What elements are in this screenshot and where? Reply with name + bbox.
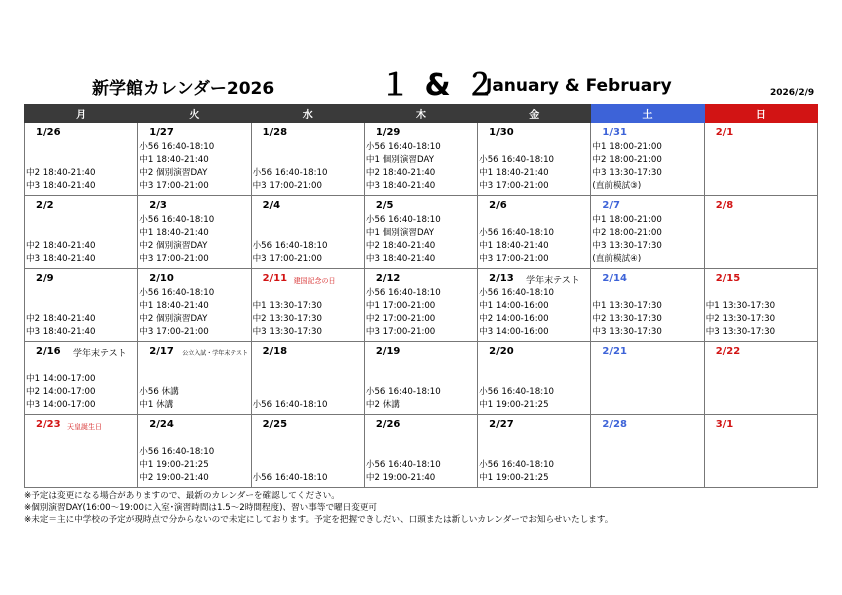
day-number: 2/14: [602, 273, 627, 284]
calendar-day-cell: [251, 123, 364, 196]
calendar-day-cell: [478, 123, 591, 196]
schedule-line: 中1 18:00-21:00: [592, 215, 662, 225]
schedule-line: 中1 19:00-21:25: [139, 460, 209, 470]
calendar-week-row: [25, 342, 818, 415]
day-number: 2/15: [715, 273, 741, 284]
day-number: 2/1: [715, 127, 734, 138]
day-schedule: [705, 300, 817, 339]
day-schedule: [138, 214, 250, 266]
schedule-line: 中1 個別演習DAY: [365, 228, 434, 238]
schedule-line: 中3 18:40-21:40: [365, 254, 436, 264]
schedule-line: 小56 16:40-18:10: [479, 228, 555, 238]
weekday-thu: 木: [364, 105, 477, 123]
day-schedule: [252, 167, 364, 193]
calendar-day-cell: [138, 123, 251, 196]
schedule-line: 小56 16:40-18:10: [365, 288, 441, 298]
day-schedule: [25, 313, 137, 339]
schedule-line: 中3 13:30-17:30: [705, 327, 776, 337]
calendar-day-cell: [138, 269, 251, 342]
calendar-day-cell: [704, 342, 817, 415]
day-schedule: [365, 214, 477, 266]
schedule-line: 中2 休講: [365, 400, 400, 410]
footer-note: ※個別演習DAY(16:00～19:00に入室･演習時間は1.5～2時間程度)、習い事等で曜日変更可: [24, 503, 378, 513]
day-schedule: [478, 154, 590, 193]
day-number: 3/1: [715, 419, 734, 430]
schedule-line: 中1 18:00-21:00: [592, 142, 662, 152]
calendar-day-cell: [591, 123, 704, 196]
schedule-line: 中2 個別演習DAY: [139, 168, 208, 178]
day-number: 1/27: [149, 127, 174, 138]
day-number: 1/28: [262, 127, 288, 138]
calendar-day-cell: [364, 342, 477, 415]
day-schedule: [25, 167, 137, 193]
month-subtitle: January & February: [486, 76, 672, 96]
schedule-line: 中3 17:00-21:00: [139, 327, 209, 337]
calendar-week-row: [25, 196, 818, 269]
schedule-line: 中2 個別演習DAY: [139, 241, 208, 251]
schedule-line: 中2 19:00-21:40: [365, 473, 436, 483]
day-number: 2/23: [36, 419, 61, 430]
day-number: 1/30: [489, 127, 514, 138]
schedule-line: 中1 19:00-21:25: [479, 473, 549, 483]
day-schedule: [478, 386, 590, 412]
schedule-line: 中2 19:00-21:40: [139, 473, 209, 483]
calendar-day-cell: [138, 415, 251, 488]
schedule-line: 小56 休講: [139, 387, 179, 397]
schedule-line: 中2 18:00-21:00: [592, 155, 662, 165]
schedule-line: 中1 13:30-17:30: [592, 301, 662, 311]
day-number: 1/29: [375, 127, 401, 138]
calendar-week-row: [25, 415, 818, 488]
day-number: 2/26: [375, 419, 401, 430]
schedule-line: 中2 18:40-21:40: [26, 168, 96, 178]
schedule-line: 小56 16:40-18:10: [252, 473, 328, 483]
schedule-line: 中1 14:00-17:00: [26, 374, 96, 384]
day-number: 2/10: [149, 273, 174, 284]
schedule-line: 小56 16:40-18:10: [479, 387, 555, 397]
weekday-sat: 土: [591, 105, 704, 123]
day-number: 2/6: [489, 200, 507, 211]
calendar-day-cell: [704, 415, 817, 488]
calendar-day-cell: [364, 415, 477, 488]
schedule-line: 小56 16:40-18:10: [479, 460, 555, 470]
calendar-day-cell: [364, 269, 477, 342]
day-event-note: 建国記念の日: [293, 277, 336, 285]
schedule-line: 中3 14:00-16:00: [479, 327, 549, 337]
calendar-day-cell: [251, 342, 364, 415]
calendar-day-cell: [25, 415, 138, 488]
day-schedule: [252, 399, 364, 412]
schedule-line: 中3 18:40-21:40: [26, 327, 96, 337]
calendar-day-cell: [704, 123, 817, 196]
calendar-day-cell: [704, 269, 817, 342]
weekday-header-row: [25, 105, 818, 123]
schedule-line: 中3 17:00-21:00: [252, 181, 322, 191]
day-number: 2/18: [262, 346, 288, 357]
schedule-line: 中1 14:00-16:00: [479, 301, 549, 311]
day-schedule: [138, 141, 250, 193]
schedule-line: 中2 14:00-16:00: [479, 314, 549, 324]
calendar-week-row: [25, 123, 818, 196]
schedule-line: 中2 13:30-17:30: [705, 314, 776, 324]
calendar-day-cell: [251, 269, 364, 342]
schedule-line: 小56 16:40-18:10: [139, 215, 215, 225]
day-schedule: [591, 141, 703, 193]
calendar-day-cell: [478, 196, 591, 269]
day-number: 2/13: [489, 273, 514, 284]
day-schedule: [365, 386, 477, 412]
schedule-line: 中2 18:40-21:40: [365, 241, 436, 251]
day-number: 2/16: [36, 346, 61, 357]
day-schedule: [25, 240, 137, 266]
calendar-day-cell: [364, 196, 477, 269]
schedule-line: 中3 14:00-17:00: [26, 400, 96, 410]
schedule-line: 中1 13:30-17:30: [705, 301, 776, 311]
schedule-line: (直前模試③): [592, 181, 642, 191]
day-schedule: [252, 300, 364, 339]
schedule-line: 中3 17:00-21:00: [365, 327, 436, 337]
calendar-day-cell: [25, 269, 138, 342]
day-number: 2/20: [489, 346, 514, 357]
day-event-note: 公立入試・学年末テスト: [182, 350, 249, 357]
day-schedule: [138, 287, 250, 339]
schedule-line: 中1 17:00-21:00: [365, 301, 436, 311]
schedule-line: 中3 18:40-21:40: [26, 254, 96, 264]
schedule-line: 中2 18:00-21:00: [592, 228, 662, 238]
calendar-day-cell: [591, 269, 704, 342]
day-schedule: [365, 287, 477, 339]
day-event-note: 学年末テスト: [526, 276, 580, 286]
schedule-line: 中1 18:40-21:40: [139, 155, 209, 165]
schedule-line: (直前模試④): [592, 254, 642, 264]
schedule-line: 中1 休講: [139, 400, 174, 410]
schedule-line: 小56 16:40-18:10: [365, 387, 441, 397]
day-number: 2/2: [36, 200, 54, 211]
calendar-week-row: [25, 269, 818, 342]
schedule-line: 中1 19:00-21:25: [479, 400, 549, 410]
schedule-line: 小56 16:40-18:10: [252, 241, 328, 251]
day-schedule: [478, 459, 590, 485]
calendar-day-cell: [138, 342, 251, 415]
weekday-sun: 日: [704, 105, 817, 123]
day-number: 2/28: [602, 419, 627, 430]
schedule-line: 中1 18:40-21:40: [479, 241, 549, 251]
calendar-day-cell: [364, 123, 477, 196]
calendar-day-cell: [478, 269, 591, 342]
day-schedule: [138, 446, 250, 485]
day-number: 2/4: [262, 200, 281, 211]
schedule-line: 中1 18:40-21:40: [139, 301, 209, 311]
calendar-day-cell: [704, 196, 817, 269]
footer-note: ※未定＝主に中学校の予定が現時点で分からないので未定にしております。予定を把握できしだい、口頭または新しいカレンダーでお知らせいたします。: [24, 515, 614, 525]
schedule-line: 中1 18:40-21:40: [479, 168, 549, 178]
schedule-line: 中3 17:00-21:00: [252, 254, 322, 264]
schedule-line: 小56 16:40-18:10: [365, 460, 441, 470]
day-number: 2/3: [149, 200, 167, 211]
day-number: 2/12: [375, 273, 401, 284]
calendar-day-cell: [25, 342, 138, 415]
day-number: 2/7: [602, 200, 620, 211]
day-number: 2/11: [262, 273, 288, 284]
schedule-line: 中2 13:30-17:30: [592, 314, 662, 324]
schedule-line: 中2 18:40-21:40: [26, 241, 96, 251]
schedule-line: 中1 13:30-17:30: [252, 301, 322, 311]
schedule-line: 中2 個別演習DAY: [139, 314, 208, 324]
calendar-day-cell: [251, 415, 364, 488]
schedule-line: 小56 16:40-18:10: [365, 142, 441, 152]
footer-note: ※予定は変更になる場合がありますので、最新のカレンダーを確認してください。: [24, 491, 340, 501]
schedule-line: 中3 18:40-21:40: [26, 181, 96, 191]
day-event-note: 学年末テスト: [73, 349, 127, 359]
schedule-line: 中3 13:30-17:30: [252, 327, 322, 337]
calendar-day-cell: [591, 415, 704, 488]
schedule-line: 小56 16:40-18:10: [139, 447, 215, 457]
day-number: 2/17: [149, 346, 174, 357]
schedule-line: 小56 16:40-18:10: [139, 288, 215, 298]
day-number: 2/22: [715, 346, 741, 357]
schedule-line: 中3 17:00-21:00: [139, 254, 209, 264]
day-schedule: [138, 386, 250, 412]
big-month-numbers: １ & ２: [380, 68, 498, 103]
schedule-line: 小56 16:40-18:10: [252, 168, 328, 178]
schedule-line: 中3 18:40-21:40: [365, 181, 436, 191]
weekday-wed: 水: [251, 105, 364, 123]
day-schedule: [478, 227, 590, 266]
schedule-line: 小56 16:40-18:10: [479, 288, 555, 298]
day-schedule: [365, 459, 477, 485]
day-schedule: [252, 240, 364, 266]
schedule-line: 中3 17:00-21:00: [139, 181, 209, 191]
schedule-line: 中2 13:30-17:30: [252, 314, 322, 324]
calendar-day-cell: [25, 196, 138, 269]
day-event-note: 天皇誕生日: [67, 423, 102, 431]
schedule-line: 中1 個別演習DAY: [365, 155, 434, 165]
calendar-title: 新学館カレンダー2026: [92, 79, 275, 99]
schedule-line: 中2 18:40-21:40: [365, 168, 436, 178]
calendar-table: [24, 104, 818, 488]
day-number: 2/8: [715, 200, 734, 211]
schedule-line: 小56 16:40-18:10: [252, 400, 328, 410]
schedule-line: 小56 16:40-18:10: [365, 215, 441, 225]
calendar-day-cell: [478, 415, 591, 488]
calendar-day-cell: [251, 196, 364, 269]
day-schedule: [478, 287, 590, 339]
schedule-line: 中2 18:40-21:40: [26, 314, 96, 324]
day-schedule: [591, 214, 703, 266]
calendar-day-cell: [591, 196, 704, 269]
day-number: 2/24: [149, 419, 174, 430]
schedule-line: 中3 17:00-21:00: [479, 181, 549, 191]
schedule-line: 小56 16:40-18:10: [479, 155, 555, 165]
calendar-day-cell: [478, 342, 591, 415]
day-number: 2/25: [262, 419, 288, 430]
schedule-line: 小56 16:40-18:10: [139, 142, 215, 152]
schedule-line: 中1 18:40-21:40: [139, 228, 209, 238]
issue-date: 2026/2/9: [770, 88, 815, 98]
day-number: 2/19: [375, 346, 401, 357]
day-number: 2/5: [375, 200, 394, 211]
day-schedule: [591, 300, 703, 339]
schedule-line: 中2 14:00-17:00: [26, 387, 96, 397]
day-schedule: [252, 472, 364, 485]
schedule-line: 中3 17:00-21:00: [479, 254, 549, 264]
day-schedule: [25, 373, 137, 412]
schedule-line: 中2 17:00-21:00: [365, 314, 436, 324]
weekday-fri: 金: [478, 105, 591, 123]
schedule-line: 中3 13:30-17:30: [592, 241, 662, 251]
calendar-day-cell: [25, 123, 138, 196]
footer-notes: [24, 490, 613, 526]
schedule-line: 中3 13:30-17:30: [592, 168, 662, 178]
weekday-tue: 火: [138, 105, 251, 123]
calendar-day-cell: [138, 196, 251, 269]
schedule-line: 中3 13:30-17:30: [592, 327, 662, 337]
day-number: 2/9: [36, 273, 54, 284]
day-number: 1/26: [36, 127, 61, 138]
calendar-day-cell: [591, 342, 704, 415]
day-number: 1/31: [602, 127, 627, 138]
day-number: 2/27: [489, 419, 514, 430]
day-schedule: [365, 141, 477, 193]
day-number: 2/21: [602, 346, 627, 357]
weekday-mon: 月: [25, 105, 138, 123]
